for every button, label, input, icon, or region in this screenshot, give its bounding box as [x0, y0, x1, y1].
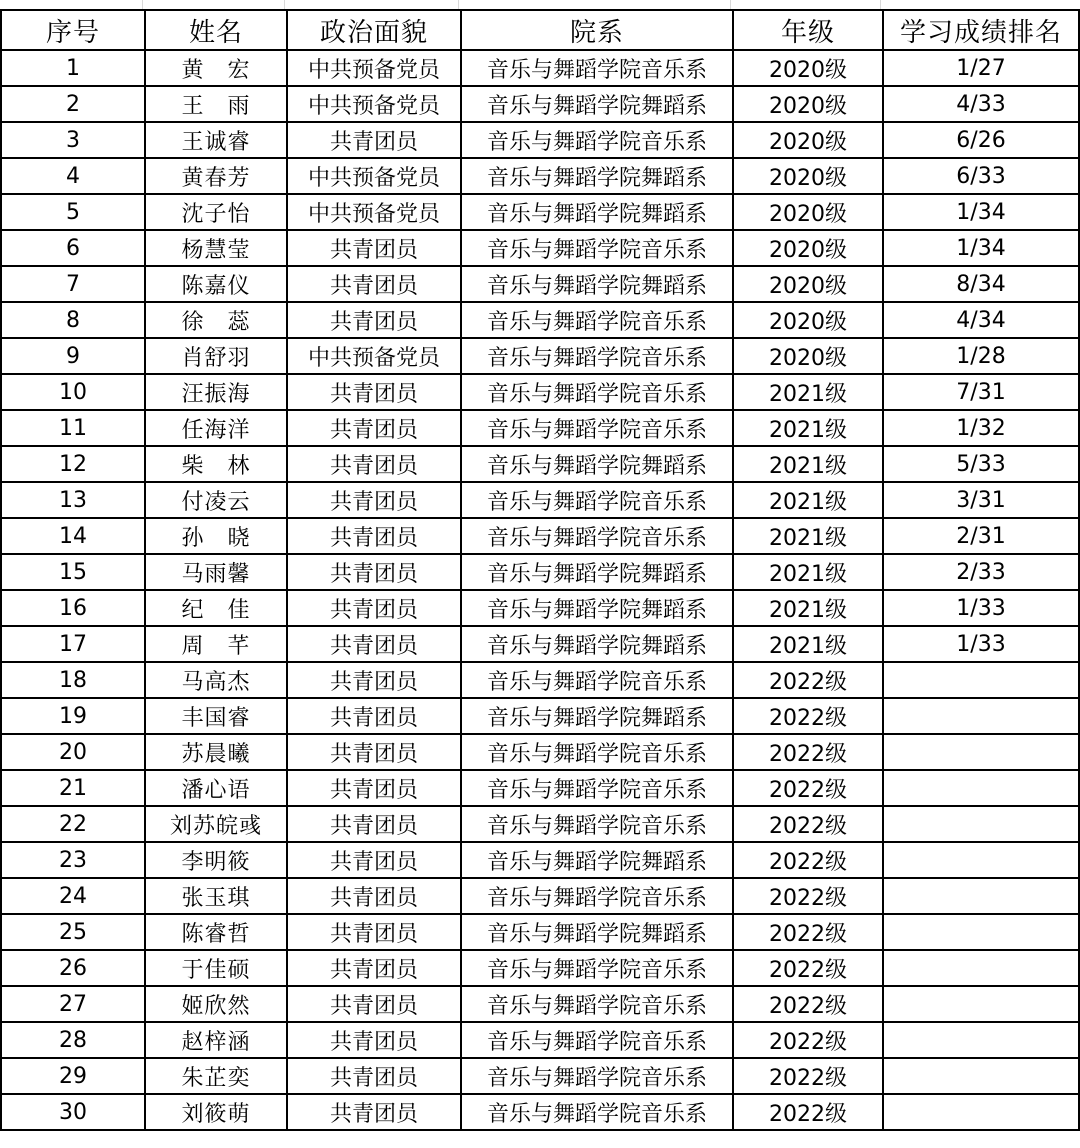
cell-grade[interactable]: 2022级: [733, 1058, 883, 1094]
cell-rank[interactable]: [883, 1094, 1079, 1130]
cell-index[interactable]: 29: [1, 1058, 145, 1094]
cell-name[interactable]: 柴 林: [145, 446, 287, 482]
cell-rank[interactable]: 4/33: [883, 86, 1079, 122]
table-row: [1, 698, 1079, 734]
cell-grade[interactable]: 2020级: [733, 158, 883, 194]
cell-index[interactable]: 9: [1, 338, 145, 374]
cell-department[interactable]: 音乐与舞蹈学院音乐系: [461, 410, 733, 446]
cell-department[interactable]: 音乐与舞蹈学院音乐系: [461, 950, 733, 986]
cell-grade[interactable]: 2021级: [733, 410, 883, 446]
cell-name[interactable]: 马高杰: [145, 662, 287, 698]
cell-rank[interactable]: 3/31: [883, 482, 1079, 518]
cell-department[interactable]: 音乐与舞蹈学院音乐系: [461, 482, 733, 518]
cell-index[interactable]: 18: [1, 662, 145, 698]
cell-rank[interactable]: 6/26: [883, 122, 1079, 158]
cell-grade[interactable]: 2020级: [733, 194, 883, 230]
cell-rank[interactable]: [883, 806, 1079, 842]
cell-rank[interactable]: [883, 842, 1079, 878]
cell-rank[interactable]: 2/33: [883, 554, 1079, 590]
cell-name[interactable]: 于佳硕: [145, 950, 287, 986]
table-row: [1, 1022, 1079, 1058]
cell-political-status[interactable]: 共青团员: [287, 590, 461, 626]
cell-index[interactable]: 4: [1, 158, 145, 194]
table-row: [1, 914, 1079, 950]
cell-political-status[interactable]: 共青团员: [287, 950, 461, 986]
cell-index[interactable]: 22: [1, 806, 145, 842]
cell-rank[interactable]: 1/34: [883, 230, 1079, 266]
table-row: [1, 230, 1079, 266]
cell-grade[interactable]: 2022级: [733, 986, 883, 1022]
cell-political-status[interactable]: 共青团员: [287, 986, 461, 1022]
header-name[interactable]: 姓名: [145, 10, 287, 50]
cell-department[interactable]: 音乐与舞蹈学院音乐系: [461, 986, 733, 1022]
cell-grade[interactable]: 2020级: [733, 338, 883, 374]
table-row: [1, 950, 1079, 986]
cell-political-status[interactable]: 中共预备党员: [287, 194, 461, 230]
cell-rank[interactable]: [883, 950, 1079, 986]
cell-index[interactable]: 13: [1, 482, 145, 518]
cell-department[interactable]: 音乐与舞蹈学院舞蹈系: [461, 86, 733, 122]
table-row: [1, 482, 1079, 518]
cell-grade[interactable]: 2020级: [733, 50, 883, 86]
cell-name[interactable]: 付凌云: [145, 482, 287, 518]
table-row: [1, 122, 1079, 158]
cell-grade[interactable]: 2021级: [733, 518, 883, 554]
cell-name[interactable]: 汪振海: [145, 374, 287, 410]
cell-rank[interactable]: [883, 1058, 1079, 1094]
cell-political-status[interactable]: 共青团员: [287, 770, 461, 806]
cell-political-status[interactable]: 中共预备党员: [287, 158, 461, 194]
cell-rank[interactable]: [883, 698, 1079, 734]
cell-name[interactable]: 潘心语: [145, 770, 287, 806]
cell-index[interactable]: 8: [1, 302, 145, 338]
cell-name[interactable]: 张玉琪: [145, 878, 287, 914]
cell-name[interactable]: 赵梓涵: [145, 1022, 287, 1058]
table-row: [1, 338, 1079, 374]
cell-rank[interactable]: 6/33: [883, 158, 1079, 194]
header-index[interactable]: 序号: [1, 10, 145, 50]
cell-political-status[interactable]: 共青团员: [287, 374, 461, 410]
cell-name[interactable]: 黄春芳: [145, 158, 287, 194]
cell-name[interactable]: 姬欣然: [145, 986, 287, 1022]
cell-rank[interactable]: 2/31: [883, 518, 1079, 554]
cell-department[interactable]: 音乐与舞蹈学院舞蹈系: [461, 158, 733, 194]
table-row: [1, 194, 1079, 230]
cell-grade[interactable]: 2021级: [733, 590, 883, 626]
cell-grade[interactable]: 2022级: [733, 698, 883, 734]
cell-political-status[interactable]: 共青团员: [287, 446, 461, 482]
cell-political-status[interactable]: 共青团员: [287, 302, 461, 338]
cell-department[interactable]: 音乐与舞蹈学院舞蹈系: [461, 626, 733, 662]
cell-department[interactable]: 音乐与舞蹈学院舞蹈系: [461, 266, 733, 302]
cell-index[interactable]: 2: [1, 86, 145, 122]
table-row: [1, 590, 1079, 626]
cell-index[interactable]: 19: [1, 698, 145, 734]
cell-political-status[interactable]: 共青团员: [287, 806, 461, 842]
cell-department[interactable]: 音乐与舞蹈学院音乐系: [461, 662, 733, 698]
table-row: [1, 770, 1079, 806]
cell-index[interactable]: 10: [1, 374, 145, 410]
cell-grade[interactable]: 2021级: [733, 374, 883, 410]
cell-political-status[interactable]: 共青团员: [287, 878, 461, 914]
cell-rank[interactable]: [883, 1022, 1079, 1058]
cell-rank[interactable]: 1/33: [883, 626, 1079, 662]
cell-name[interactable]: 刘筱萌: [145, 1094, 287, 1130]
cell-grade[interactable]: 2020级: [733, 86, 883, 122]
cell-name[interactable]: 沈子怡: [145, 194, 287, 230]
cell-name[interactable]: 王诚睿: [145, 122, 287, 158]
cell-name[interactable]: 陈睿哲: [145, 914, 287, 950]
cell-index[interactable]: 17: [1, 626, 145, 662]
cell-name[interactable]: 苏晨曦: [145, 734, 287, 770]
cell-political-status[interactable]: 共青团员: [287, 410, 461, 446]
table-row: [1, 374, 1079, 410]
cell-grade[interactable]: 2021级: [733, 626, 883, 662]
cell-department[interactable]: 音乐与舞蹈学院舞蹈系: [461, 914, 733, 950]
cell-index[interactable]: 21: [1, 770, 145, 806]
table-row: [1, 302, 1079, 338]
cell-political-status[interactable]: 共青团员: [287, 842, 461, 878]
cell-rank[interactable]: 1/33: [883, 590, 1079, 626]
header-department[interactable]: 院系: [461, 10, 733, 50]
cell-index[interactable]: 11: [1, 410, 145, 446]
cell-department[interactable]: 音乐与舞蹈学院音乐系: [461, 518, 733, 554]
cell-index[interactable]: 1: [1, 50, 145, 86]
cell-political-status[interactable]: 共青团员: [287, 518, 461, 554]
cell-grade[interactable]: 2021级: [733, 554, 883, 590]
cell-index[interactable]: 30: [1, 1094, 145, 1130]
cell-grade[interactable]: 2020级: [733, 266, 883, 302]
cell-political-status[interactable]: 共青团员: [287, 1022, 461, 1058]
cell-grade[interactable]: 2022级: [733, 950, 883, 986]
cell-department[interactable]: 音乐与舞蹈学院音乐系: [461, 734, 733, 770]
cell-index[interactable]: 23: [1, 842, 145, 878]
cell-grade[interactable]: 2022级: [733, 1094, 883, 1130]
cell-department[interactable]: 音乐与舞蹈学院音乐系: [461, 338, 733, 374]
cell-rank[interactable]: [883, 878, 1079, 914]
previous-row-edge: [0, 0, 1080, 9]
table-row: [1, 806, 1079, 842]
cell-name[interactable]: 李明筱: [145, 842, 287, 878]
cell-political-status[interactable]: 共青团员: [287, 914, 461, 950]
header-row: [1, 10, 1079, 50]
cell-rank[interactable]: [883, 662, 1079, 698]
cell-rank[interactable]: [883, 770, 1079, 806]
cell-name[interactable]: 肖舒羽: [145, 338, 287, 374]
header-rank[interactable]: 学习成绩排名: [883, 10, 1079, 50]
cell-name[interactable]: 孙 晓: [145, 518, 287, 554]
table-row: [1, 662, 1079, 698]
cell-political-status[interactable]: 共青团员: [287, 266, 461, 302]
cell-political-status[interactable]: 共青团员: [287, 734, 461, 770]
cell-index[interactable]: 7: [1, 266, 145, 302]
cell-index[interactable]: 26: [1, 950, 145, 986]
cell-department[interactable]: 音乐与舞蹈学院音乐系: [461, 770, 733, 806]
cell-political-status[interactable]: 共青团员: [287, 554, 461, 590]
cell-department[interactable]: 音乐与舞蹈学院音乐系: [461, 122, 733, 158]
cell-political-status[interactable]: 中共预备党员: [287, 50, 461, 86]
cell-index[interactable]: 20: [1, 734, 145, 770]
cell-index[interactable]: 6: [1, 230, 145, 266]
cell-department[interactable]: 音乐与舞蹈学院音乐系: [461, 1058, 733, 1094]
cell-index[interactable]: 25: [1, 914, 145, 950]
cell-department[interactable]: 音乐与舞蹈学院音乐系: [461, 878, 733, 914]
table-row: [1, 554, 1079, 590]
cell-department[interactable]: 音乐与舞蹈学院舞蹈系: [461, 698, 733, 734]
table-row: [1, 878, 1079, 914]
cell-grade[interactable]: 2022级: [733, 842, 883, 878]
table-body: [1, 50, 1079, 1130]
cell-department[interactable]: 音乐与舞蹈学院音乐系: [461, 1094, 733, 1130]
table-row: [1, 266, 1079, 302]
cell-name[interactable]: 纪 佳: [145, 590, 287, 626]
cell-index[interactable]: 12: [1, 446, 145, 482]
table-row: [1, 446, 1079, 482]
cell-grade[interactable]: 2022级: [733, 878, 883, 914]
cell-grade[interactable]: 2020级: [733, 122, 883, 158]
cell-rank[interactable]: [883, 914, 1079, 950]
cell-rank[interactable]: 1/27: [883, 50, 1079, 86]
cell-rank[interactable]: 1/32: [883, 410, 1079, 446]
cell-grade[interactable]: 2021级: [733, 446, 883, 482]
table-row: [1, 50, 1079, 86]
cell-index[interactable]: 16: [1, 590, 145, 626]
header-political-status[interactable]: 政治面貌: [287, 10, 461, 50]
table-row: [1, 410, 1079, 446]
cell-political-status[interactable]: 共青团员: [287, 1094, 461, 1130]
cell-index[interactable]: 5: [1, 194, 145, 230]
cell-rank[interactable]: [883, 734, 1079, 770]
cell-index[interactable]: 15: [1, 554, 145, 590]
table-row: [1, 158, 1079, 194]
cell-grade[interactable]: 2020级: [733, 230, 883, 266]
table-row: [1, 734, 1079, 770]
cell-index[interactable]: 27: [1, 986, 145, 1022]
cell-department[interactable]: 音乐与舞蹈学院舞蹈系: [461, 446, 733, 482]
cell-name[interactable]: 王 雨: [145, 86, 287, 122]
cell-index[interactable]: 14: [1, 518, 145, 554]
table-row: [1, 986, 1079, 1022]
cell-rank[interactable]: 7/31: [883, 374, 1079, 410]
cell-rank[interactable]: 1/34: [883, 194, 1079, 230]
table-row: [1, 626, 1079, 662]
cell-department[interactable]: 音乐与舞蹈学院音乐系: [461, 374, 733, 410]
cell-name[interactable]: 马雨馨: [145, 554, 287, 590]
cell-department[interactable]: 音乐与舞蹈学院舞蹈系: [461, 842, 733, 878]
header-grade[interactable]: 年级: [733, 10, 883, 50]
cell-name[interactable]: 任海洋: [145, 410, 287, 446]
cell-rank[interactable]: 5/33: [883, 446, 1079, 482]
cell-department[interactable]: 音乐与舞蹈学院舞蹈系: [461, 194, 733, 230]
cell-department[interactable]: 音乐与舞蹈学院音乐系: [461, 302, 733, 338]
cell-rank[interactable]: 1/28: [883, 338, 1079, 374]
cell-name[interactable]: 丰国睿: [145, 698, 287, 734]
cell-department[interactable]: 音乐与舞蹈学院音乐系: [461, 50, 733, 86]
table-row: [1, 86, 1079, 122]
cell-political-status[interactable]: 共青团员: [287, 230, 461, 266]
cell-name[interactable]: 朱芷奕: [145, 1058, 287, 1094]
cell-grade[interactable]: 2021级: [733, 482, 883, 518]
student-table: [0, 9, 1080, 1131]
cell-index[interactable]: 3: [1, 122, 145, 158]
cell-name[interactable]: 陈嘉仪: [145, 266, 287, 302]
cell-index[interactable]: 28: [1, 1022, 145, 1058]
table-row: [1, 518, 1079, 554]
cell-name[interactable]: 杨慧莹: [145, 230, 287, 266]
cell-political-status[interactable]: 中共预备党员: [287, 338, 461, 374]
cell-grade[interactable]: 2022级: [733, 770, 883, 806]
cell-political-status[interactable]: 共青团员: [287, 1058, 461, 1094]
cell-grade[interactable]: 2022级: [733, 734, 883, 770]
cell-name[interactable]: 徐 蕊: [145, 302, 287, 338]
cell-name[interactable]: 黄 宏: [145, 50, 287, 86]
table-row: [1, 842, 1079, 878]
cell-grade[interactable]: 2022级: [733, 914, 883, 950]
table-row: [1, 1058, 1079, 1094]
cell-department[interactable]: 音乐与舞蹈学院音乐系: [461, 1022, 733, 1058]
cell-political-status[interactable]: 共青团员: [287, 482, 461, 518]
cell-department[interactable]: 音乐与舞蹈学院舞蹈系: [461, 554, 733, 590]
cell-political-status[interactable]: 共青团员: [287, 122, 461, 158]
cell-grade[interactable]: 2022级: [733, 1022, 883, 1058]
cell-grade[interactable]: 2022级: [733, 662, 883, 698]
cell-political-status[interactable]: 中共预备党员: [287, 86, 461, 122]
cell-political-status[interactable]: 共青团员: [287, 662, 461, 698]
cell-political-status[interactable]: 共青团员: [287, 626, 461, 662]
cell-political-status[interactable]: 共青团员: [287, 698, 461, 734]
cell-rank[interactable]: [883, 986, 1079, 1022]
cell-name[interactable]: 周 芊: [145, 626, 287, 662]
cell-rank[interactable]: 8/34: [883, 266, 1079, 302]
cell-grade[interactable]: 2022级: [733, 806, 883, 842]
cell-index[interactable]: 24: [1, 878, 145, 914]
cell-department[interactable]: 音乐与舞蹈学院音乐系: [461, 806, 733, 842]
cell-grade[interactable]: 2020级: [733, 302, 883, 338]
cell-department[interactable]: 音乐与舞蹈学院音乐系: [461, 230, 733, 266]
cell-rank[interactable]: 4/34: [883, 302, 1079, 338]
table-row: [1, 1094, 1079, 1130]
cell-department[interactable]: 音乐与舞蹈学院舞蹈系: [461, 590, 733, 626]
cell-name[interactable]: 刘苏皖彧: [145, 806, 287, 842]
